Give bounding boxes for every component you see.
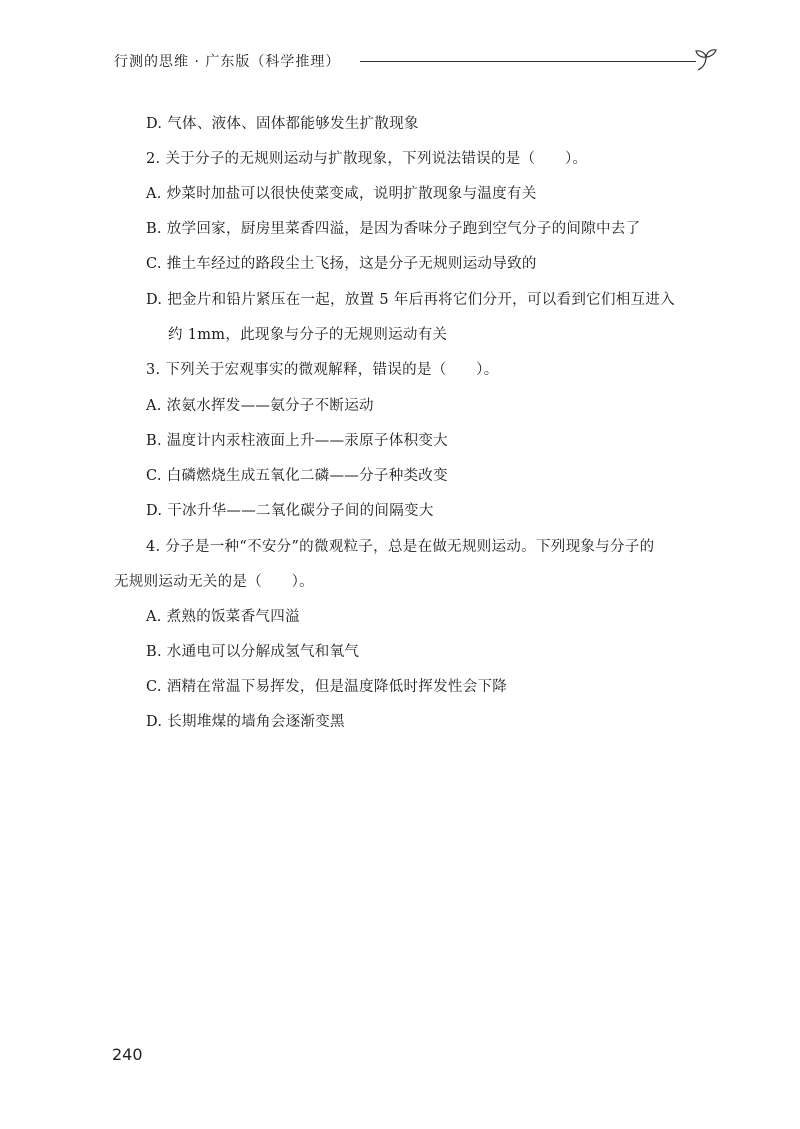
option-3b: B. 温度计内汞柱液面上升——汞原子体积变大 (146, 433, 448, 449)
running-title: 行测的思维 · 广东版（科学推理） (114, 54, 341, 70)
option-2c: C. 推土车经过的路段尘土飞扬，这是分子无规则运动导致的 (146, 256, 537, 272)
option-2d: D. 把金片和铅片紧压在一起，放置 5 年后再将它们分开，可以看到它们相互进入 (146, 292, 675, 308)
option-2a: A. 炒菜时加盐可以很快使菜变咸，说明扩散现象与温度有关 (146, 186, 537, 202)
option-4d: D. 长期堆煤的墙角会逐渐变黑 (146, 714, 345, 730)
page-header (114, 48, 720, 74)
option-2b: B. 放学回家，厨房里菜香四溢，是因为香味分子跑到空气分子的间隙中去了 (146, 221, 641, 237)
option-3d: D. 干冰升华——二氧化碳分子间的间隔变大 (146, 503, 434, 519)
option-1d: D. 气体、液体、固体都能够发生扩散现象 (146, 116, 419, 132)
question-4-continued: 无规则运动无关的是（ ）。 (114, 574, 314, 590)
option-4b: B. 水通电可以分解成氢气和氧气 (146, 644, 360, 660)
option-2d-continued: 约 1mm，此现象与分子的无规则运动有关 (168, 327, 448, 343)
page-number: 240 (112, 1045, 143, 1064)
question-4: 4. 分子是一种“不安分”的微观粒子，总是在做无规则运动。下列现象与分子的 (146, 539, 655, 555)
option-4a: A. 煮熟的饭菜香气四溢 (146, 609, 300, 625)
question-3: 3. 下列关于宏观事实的微观解释，错误的是（ ）。 (146, 362, 499, 378)
option-3c: C. 白磷燃烧生成五氧化二磷——分子种类改变 (146, 468, 448, 484)
option-3a: A. 浓氨水挥发——氨分子不断运动 (146, 398, 374, 414)
header-rule (360, 61, 696, 62)
sprout-icon (692, 48, 722, 72)
option-4c: C. 酒精在常温下易挥发，但是温度降低时挥发性会下降 (146, 679, 508, 695)
question-2: 2. 关于分子的无规则运动与扩散现象，下列说法错误的是（ ）。 (146, 151, 588, 167)
